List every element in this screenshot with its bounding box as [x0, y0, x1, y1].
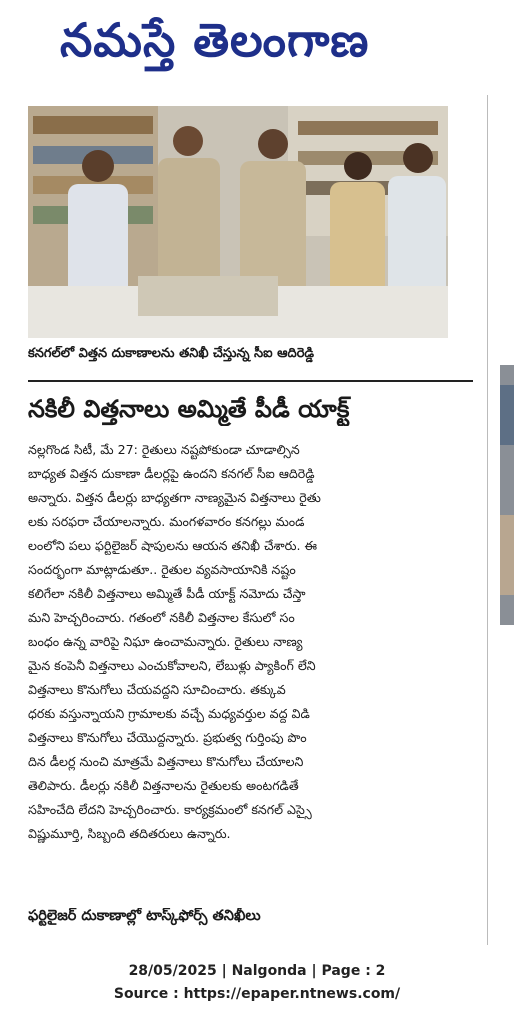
sub-headline: ఫర్టిలైజర్‌ దుకాణాల్లో టాస్క్‌ఫోర్స్‌ తనిఖీలు	[28, 908, 261, 924]
body-line: లకు సరఫరా చేయాలన్నారు. మంగళవారం కనగల్లు మండ	[28, 514, 305, 529]
body-line: విత్తనాలు కొనుగోలు చేయవద్దని సూచించారు. తక్కువ	[28, 682, 286, 697]
photo-caption: కనగల్‌లో విత్తన దుకాణాలను తనిఖీ చేస్తున్న సీఐ ఆదిరెడ్డి	[28, 346, 315, 361]
body-line: అన్నారు. విత్తన డీలర్లు బాధ్యతగా నాణ్యమైన విత్తనాలు రైతు	[28, 490, 321, 505]
news-photo	[28, 106, 448, 338]
body-line: మైన కంపెనీ విత్తనాలు ఎంచుకోవాలని, లేబుళ్లు ప్యాకింగ్‌ లేని	[28, 658, 316, 673]
body-line: మని హెచ్చరించారు. గతంలో నకిలీ విత్తనాల కేసులో సం	[28, 610, 295, 625]
headline-rule	[28, 380, 473, 382]
body-line: విత్తనాలు కొనుగోలు చేయొద్దన్నారు. ప్రభుత్వ గుర్తింపు పొం	[28, 730, 307, 745]
column-divider	[487, 95, 488, 945]
footer-date-line: 28/05/2025 | Nalgonda | Page : 2	[128, 963, 386, 979]
body-line: దిన డీలర్ల నుంచి మాత్రమే విత్తనాలు కొనుగోలు చేయాలని	[28, 754, 304, 769]
article-body	[28, 438, 472, 846]
body-line: లంలోని పలు ఫర్టిలైజర్‌ షాపులను ఆయన తనిఖీ చేశారు. ఈ	[28, 538, 318, 553]
body-line: విష్ణుమూర్తి, సిబ్బంది తదితరులు ఉన్నారు.	[28, 826, 231, 841]
body-line: ధరకు వస్తున్నాయని గ్రామాలకు వచ్చే మధ్యవర్తుల వద్ద విడి	[28, 706, 310, 721]
body-line: బంధం ఉన్న వారిపై నిఘా ఉంచామన్నారు. రైతులు నాణ్య	[28, 634, 303, 649]
body-line: తెలిపారు. డీలర్లు నకిలీ విత్తనాలను రైతులకు అంటగడితే	[28, 778, 299, 793]
body-line: నల్లగొండ సిటీ, మే 27: రైతులు నష్టపోకుండా చూడాల్సిన	[28, 442, 300, 457]
body-line: కలిగేలా నకిలీ విత్తనాలు అమ్మితే పీడీ యాక్ట్‌ నమోదు చేస్తా	[28, 586, 306, 601]
masthead-title: నమస్తే తెలంగాణ	[60, 13, 370, 67]
body-line: సందర్భంగా మాట్లాడుతూ.. రైతుల వ్యవసాయానికి నష్టం	[28, 562, 296, 577]
article-headline: నకిలీ విత్తనాలు అమ్మితే పీడీ యాక్ట్‌	[28, 395, 350, 423]
adjacent-article-strip	[497, 95, 514, 945]
body-line: సహించేది లేదని హెచ్చరించారు. కార్యక్రమంలో కనగల్‌ ఎస్సై	[28, 802, 312, 817]
body-line: బాధ్యత విత్తన దుకాణా డీలర్లపై ఉందని కనగల్‌ సీఐ ఆదిరెడ్డి	[28, 466, 315, 481]
footer-source-line: Source : https://epaper.ntnews.com/	[113, 986, 401, 1002]
